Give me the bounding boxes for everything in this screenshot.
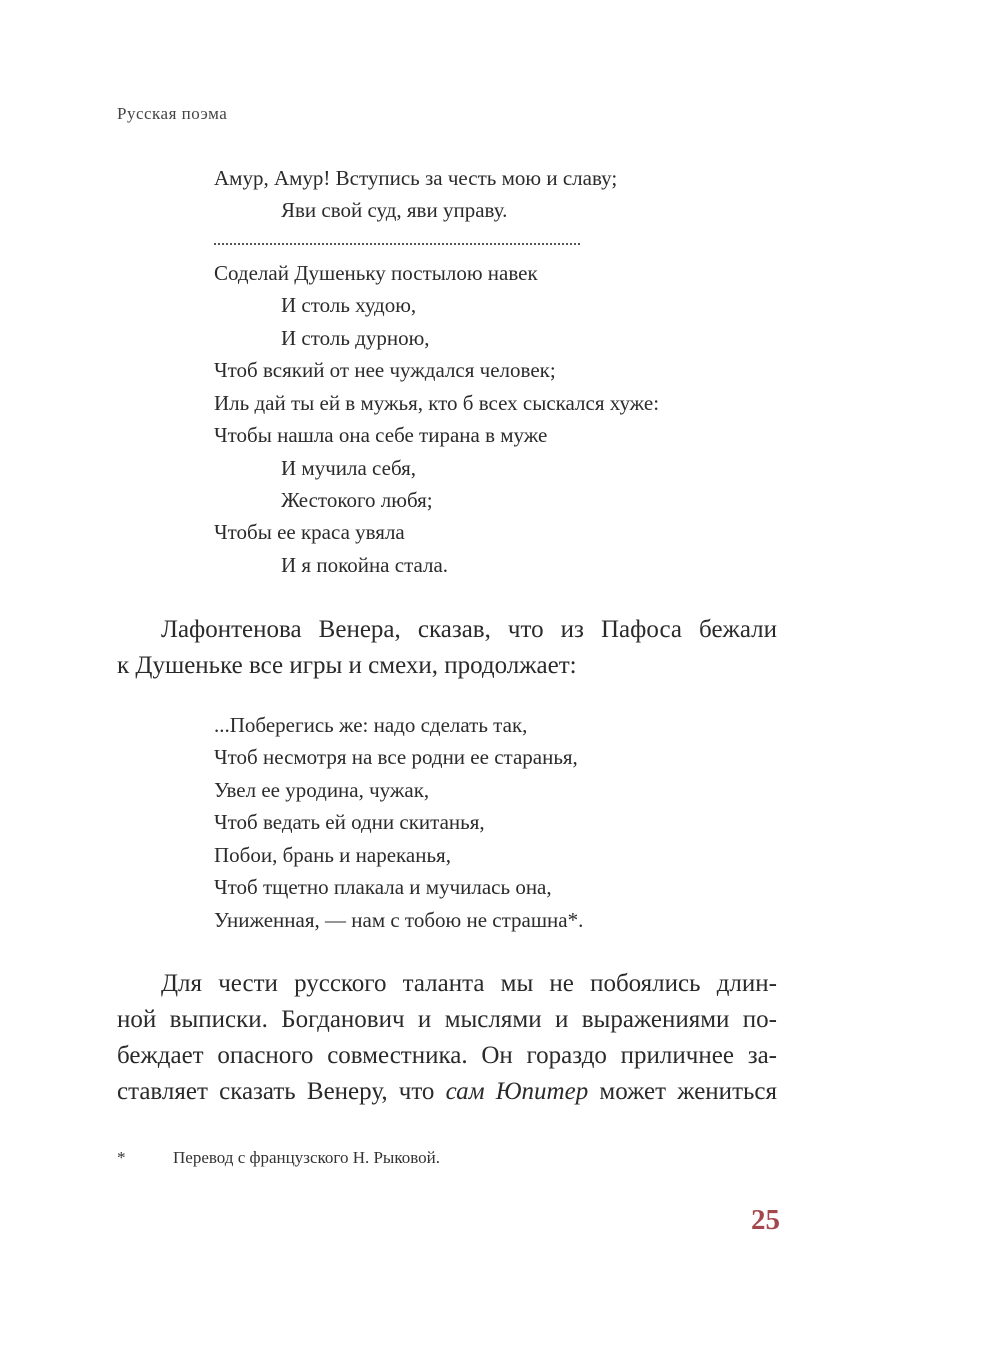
verse-line: Соделай Душеньку постылою навек: [214, 261, 538, 285]
verse-line: ...Поберегись же: надо сделать так,: [214, 713, 528, 737]
verse-line: Чтобы ее краса увяла: [214, 520, 405, 544]
verse-line: Побои, брань и нареканья,: [214, 843, 451, 867]
prose-line: беждает опасного совместника. Он гораздо приличнее за-: [117, 1042, 777, 1069]
verse-line: Увел ее уродина, чужак,: [214, 778, 430, 802]
verse-line: Униженная, — нам с тобою не страшна*.: [214, 908, 584, 932]
prose-line: [117, 1074, 777, 1110]
verse-line: Чтоб несмотря на все родни ее старанья,: [214, 745, 578, 769]
prose-segment: может жениться: [599, 1078, 777, 1105]
prose-line: Для чести русского таланта мы не побоялись длин-: [161, 970, 777, 997]
ellipsis-divider: [214, 243, 580, 245]
verse-line: И столь худою,: [281, 293, 417, 317]
running-head: Русская поэма: [117, 104, 228, 123]
verse-line: И мучила себя,: [281, 456, 417, 480]
prose-line: ной выписки. Богданович и мыслями и выражениями по-: [117, 1006, 777, 1033]
prose-segment: ставляет сказать Венеру, что: [117, 1078, 435, 1105]
verse-line: Амур, Амур! Вступись за честь мою и славу;: [214, 166, 618, 190]
italic-phrase: сам Юпитер: [445, 1078, 589, 1105]
verse-line: Чтоб ведать ей одни скитанья,: [214, 810, 485, 834]
page-number: 25: [751, 1204, 780, 1236]
verse-line: Жестокого любя;: [281, 488, 433, 512]
verse-line: Чтоб тщетно плакала и мучилась она,: [214, 875, 552, 899]
verse-line: Яви свой суд, яви управу.: [281, 198, 508, 222]
prose-line: к Душеньке все игры и смехи, продолжает:: [117, 652, 577, 679]
verse-line: Чтобы нашла она себе тирана в муже: [214, 423, 548, 447]
verse-line: Чтоб всякий от нее чуждался человек;: [214, 358, 556, 382]
footnote-text: Перевод с французского Н. Рыковой.: [173, 1148, 441, 1167]
footnote-mark: *: [117, 1148, 126, 1167]
prose-line: Лафонтенова Венера, сказав, что из Пафоса бежали: [161, 616, 777, 643]
verse-line: Иль дай ты ей в мужья, кто б всех сыскался хуже:: [214, 391, 660, 415]
verse-line: И столь дурною,: [281, 326, 430, 350]
verse-line: И я покойна стала.: [281, 553, 449, 577]
